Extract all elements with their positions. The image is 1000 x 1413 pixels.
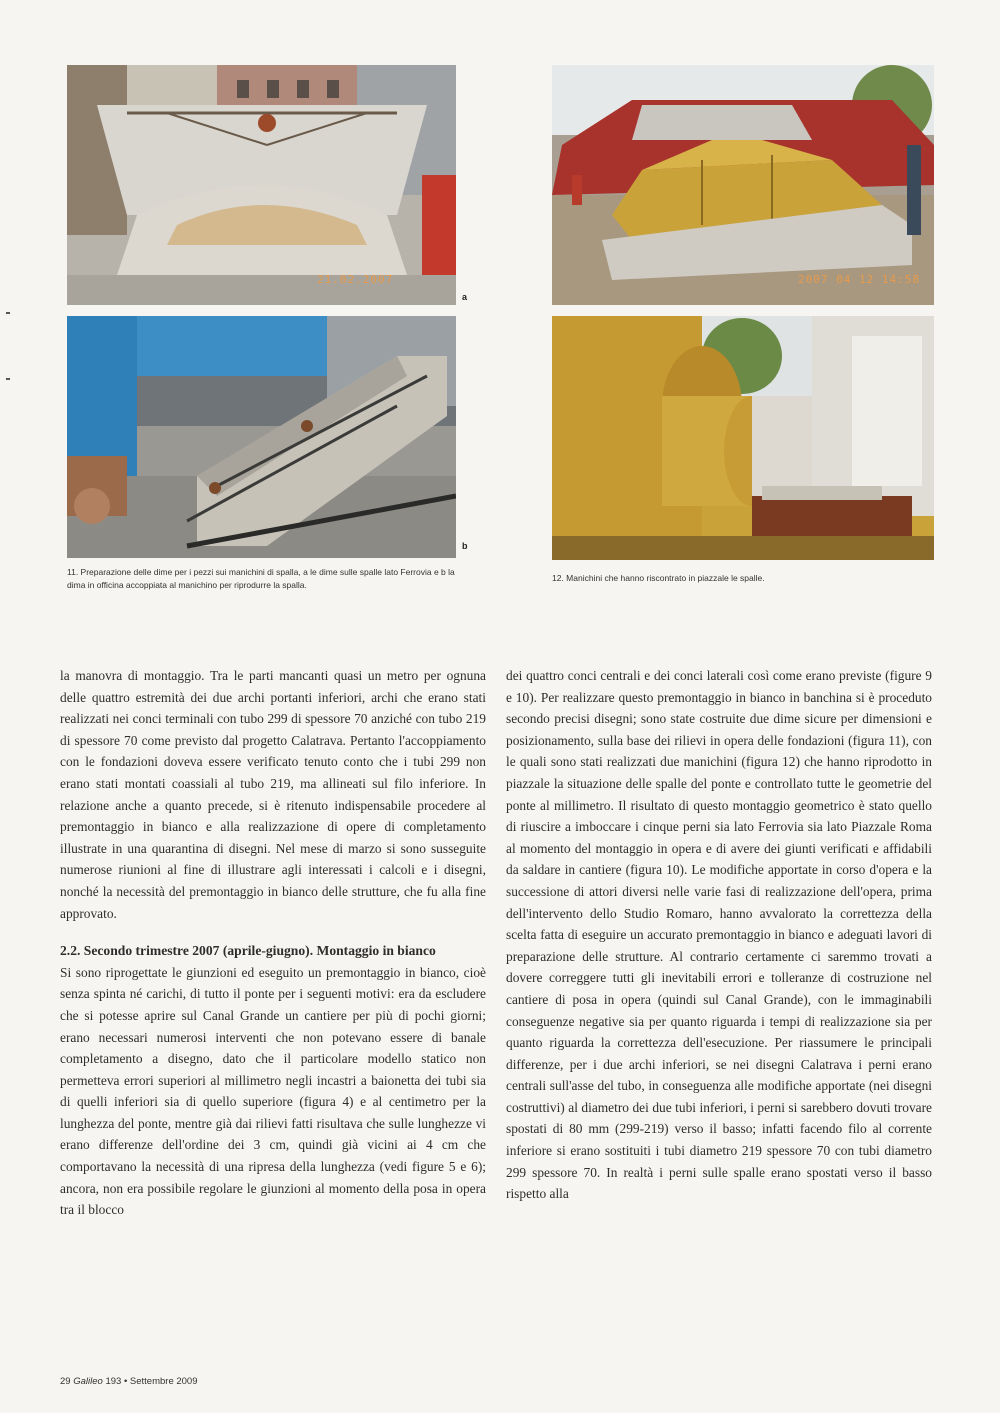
figure-11a-timestamp: 21.02.2007	[317, 273, 394, 286]
page-number: 29	[60, 1376, 71, 1387]
left-paragraph-2: Si sono riprogettate le giunzioni ed eseguito un premontaggio in bianco, cioè senza spinta né carichi, di tutto il ponte per i seguenti motivi: era da escludere che si potesse aprire sul Canal Grande un cantiere per più di pochi giorni; erano necessari numerosi interventi che non potevano essere di banale completamento a disegno, dato che il particolare modello statico non permetteva errori superiori al millimetro negli incastri a baionetta dei tubi sia di quelli inferiori sia di quello superiore (figura 4) e al centimetro per la lunghezza del ponte, mentre già dai rilievi fatti risultava che sulle lunghezze vi erano differenze dell'ordine dei 3 cm, quindi già vicini ai 4 cm che comportavano la necessità di una ripresa della lunghezza (vedi figure 5 e 6); ancora, non era possibile regolare le giunzioni al momento della posa in opera tra il blocco	[60, 964, 486, 1218]
figure-11b-letter: b	[462, 541, 468, 551]
right-paragraph-1: dei quattro conci centrali e dei conci laterali così come erano previste (figure 9 e 10). Per realizzare questo premontaggio in bianco in banchina si è proceduto secondo precisi disegni; sono state costruite due dime sicure per dimensioni e posizionamento, sulla base dei rilievi in opera delle fondazioni (figura 11), con le quali sono stati realizzati due manichini (figura 12) che hanno riprodotto in piazzale la situazione delle spalle del ponte e controllato tutte le geometrie del ponte al millimetro. Il risultato di questo montaggio geometrico è stato quello di riuscire a imboccare i cinque perni sia lato Ferrovia sia lato Piazzale Roma al momento del montaggio in opera e di avere dei giunti verificati e affidabili da saldare in cantiere (figura 10). Le modifiche apportate in corso d'opera e la successione di attori diversi nelle varie fasi di realizzazione dell'opera, prima dell'intervento dello Studio Romaro, hanno avvalorato la correttezza della scelta fatta di eseguire un accurato premontaggio in bianco e adeguati lavori di preparazione delle strutture. Al contrario certamente ci saremmo trovati a dovere correggere tutti gli inevitabili errori e tolleranze di costruzione nel cantiere di posa in opera (quindi sul Canal Grande), con le immaginabili conseguenze negative sia per quanto riguarda i tempi di realizzazione sia per quanto riguarda la correttezza dell'esecuzione. Per riassumere le principali differenze, per i due archi inferiori, se nei disegni Calatrava i perni erano centrali sull'asse del tubo, in conseguenza alle modifiche apportate (nei disegni costruttivi) al diametro dei due tubi inferiori, i perni si sarebbero dovuti trovare spostati di 80 mm (299-219) verso il basso; infatti facendo filo al corrente inferiore si erano sostituiti i tubi diametro 219 spessore 70 con tubi diametro 299 spessore 70. In realtà i perni sulle spalle erano spostati verso il basso rispetto alla	[506, 668, 932, 1202]
figure-11b-photo	[67, 316, 456, 558]
page-footer	[60, 1376, 198, 1387]
figure-11a-photo	[67, 65, 456, 305]
magazine-name: Galileo	[73, 1376, 103, 1387]
figure-12-caption: 12. Manichini che hanno riscontrato in piazzale le spalle.	[552, 573, 765, 583]
issue-number: 193	[105, 1376, 122, 1387]
left-paragraph-1: la manovra di montaggio. Tra le parti mancanti quasi un metro per ognuna delle quattro estremità dei due archi portanti inferiori, archi che erano stati realizzati nei conci terminali con tubo 299 di spessore 70 anziché con tubo 219 di spessore 70 come previsto dal progetto Calatrava. Pertanto l'accoppiamento con le fondazioni doveva essere verificato tenuto conto che i tubi 299 non erano stati montati coassiali al tubo 219, ma allineati sul filo inferiore. In relazione anche a quanto precede, si è ritenuto indispensabile procedere al premontaggio in bianco e alla realizzazione di opere di completamento illustrate in una quarantina di disegni. Nel mese di marzo si sono susseguite numerose riunioni al fine di illustrare agli interessati i calcoli e i disegni, nonché la necessità del premontaggio in bianco delle strutture, che fu alla fine approvato.	[60, 668, 486, 921]
issue-date: • Settembre 2009	[123, 1376, 198, 1387]
figure-12b-photo	[552, 316, 934, 560]
figure-11-caption: 11. Preparazione delle dime per i pezzi sui manichini di spalla, a le dime sulle spalle lato Ferrovia e b la dima in officina accoppiata al manichino per riprodurre la spalla.	[67, 567, 455, 590]
margin-mark	[6, 312, 10, 314]
left-text-column	[60, 665, 486, 1221]
figure-12a-timestamp: 2007 04 12 14:58	[798, 273, 920, 286]
figure-11a-letter: a	[462, 292, 468, 302]
figure-12a-photo	[552, 65, 934, 305]
right-text-column	[506, 665, 932, 1205]
margin-mark	[6, 378, 10, 380]
section-heading-2-2: 2.2. Secondo trimestre 2007 (aprile-giugno). Montaggio in bianco	[60, 943, 436, 959]
